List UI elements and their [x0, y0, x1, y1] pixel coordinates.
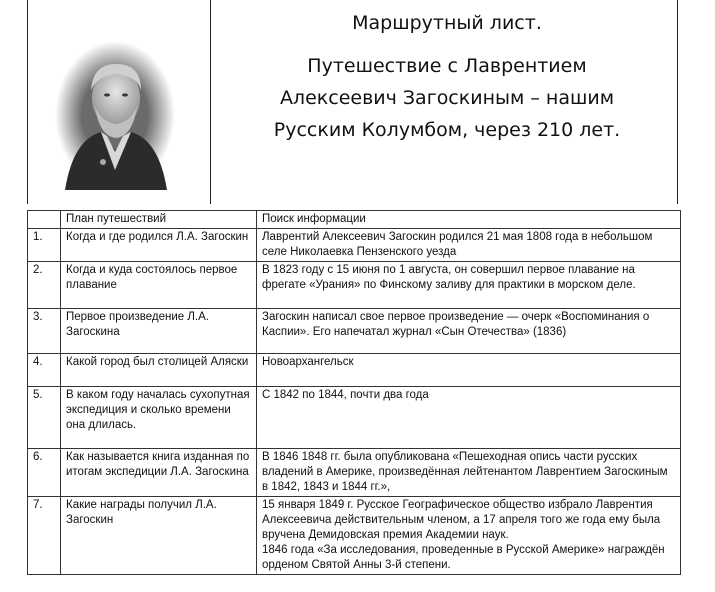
header-block: [27, 0, 678, 204]
title-line: Русским Колумбом, через 210 лет.: [273, 119, 621, 141]
portrait-image: [53, 40, 178, 190]
divider: [677, 0, 678, 204]
question-cell: Первое произведение Л.А. Загоскина: [61, 309, 257, 354]
answer-cell: Новоархангельск: [257, 354, 681, 387]
row-number: 3.: [28, 309, 61, 354]
question-cell: Какой город был столицей Аляски: [61, 354, 257, 387]
table-row: [28, 387, 681, 449]
table-row: [28, 497, 681, 575]
table-row: [28, 229, 681, 262]
table-row: [28, 449, 681, 497]
answer-cell: В 1823 году с 15 июня по 1 августа, он совершил первое плавание на фрегате «Урания» по Финскому заливу для практики в морском деле.: [257, 262, 681, 309]
table-row: [28, 262, 681, 309]
question-cell: Когда и куда состоялось первое плавание: [61, 262, 257, 309]
column-header: [28, 211, 61, 229]
question-cell: Какие награды получил Л.А. Загоскин: [61, 497, 257, 575]
table-header-row: [28, 211, 681, 229]
divider: [27, 0, 28, 204]
row-number: 4.: [28, 354, 61, 387]
question-cell: Когда и где родился Л.А. Загоскин: [61, 229, 257, 262]
title-line: Маршрутный лист.: [352, 12, 542, 34]
row-number: 5.: [28, 387, 61, 449]
row-number: 7.: [28, 497, 61, 575]
route-table: [27, 210, 681, 575]
question-cell: В каком году началась сухопутная экспедиция и сколько времени она длилась.: [61, 387, 257, 449]
page-title: [217, 8, 677, 146]
table-row: [28, 354, 681, 387]
answer-paragraph: 1846 года «За исследования, проведенные в Русской Америке» награждён орденом Святой Анны 3-й степени.: [262, 544, 665, 571]
table-row: [28, 309, 681, 354]
column-header: План путешествий: [61, 211, 257, 229]
title-line: Путешествие с Лаврентием: [307, 55, 587, 77]
answer-paragraph: 15 января 1849 г. Русское Географическое общество избрало Лаврентия Алексеевича действительным членом, а 17 апреля того же года ему была вручена Демидовская премия Академии наук.: [262, 499, 661, 541]
row-number: 2.: [28, 262, 61, 309]
column-header: Поиск информации: [257, 211, 681, 229]
row-number: 1.: [28, 229, 61, 262]
row-number: 6.: [28, 449, 61, 497]
question-cell: Как называется книга изданная по итогам экспедиции Л.А. Загоскина: [61, 449, 257, 497]
answer-cell: В 1846 1848 гг. была опубликована «Пешеходная опись части русских владений в Америке, произведённая лейтенантом Лаврентием Загоскиным в 1842, 1843 и 1844 гг.»,: [257, 449, 681, 497]
answer-cell: С 1842 по 1844, почти два года: [257, 387, 681, 449]
answer-cell: Загоскин написал свое первое произведение — очерк «Воспоминания о Каспии». Его напечатал журнал «Сын Отечества» (1836): [257, 309, 681, 354]
answer-cell: Лаврентий Алексеевич Загоскин родился 21 мая 1808 года в небольшом селе Николаевка Пензенского уезда: [257, 229, 681, 262]
divider: [210, 0, 211, 204]
title-line: Алексеевич Загоскиным – нашим: [279, 87, 615, 109]
answer-cell: [257, 497, 681, 575]
